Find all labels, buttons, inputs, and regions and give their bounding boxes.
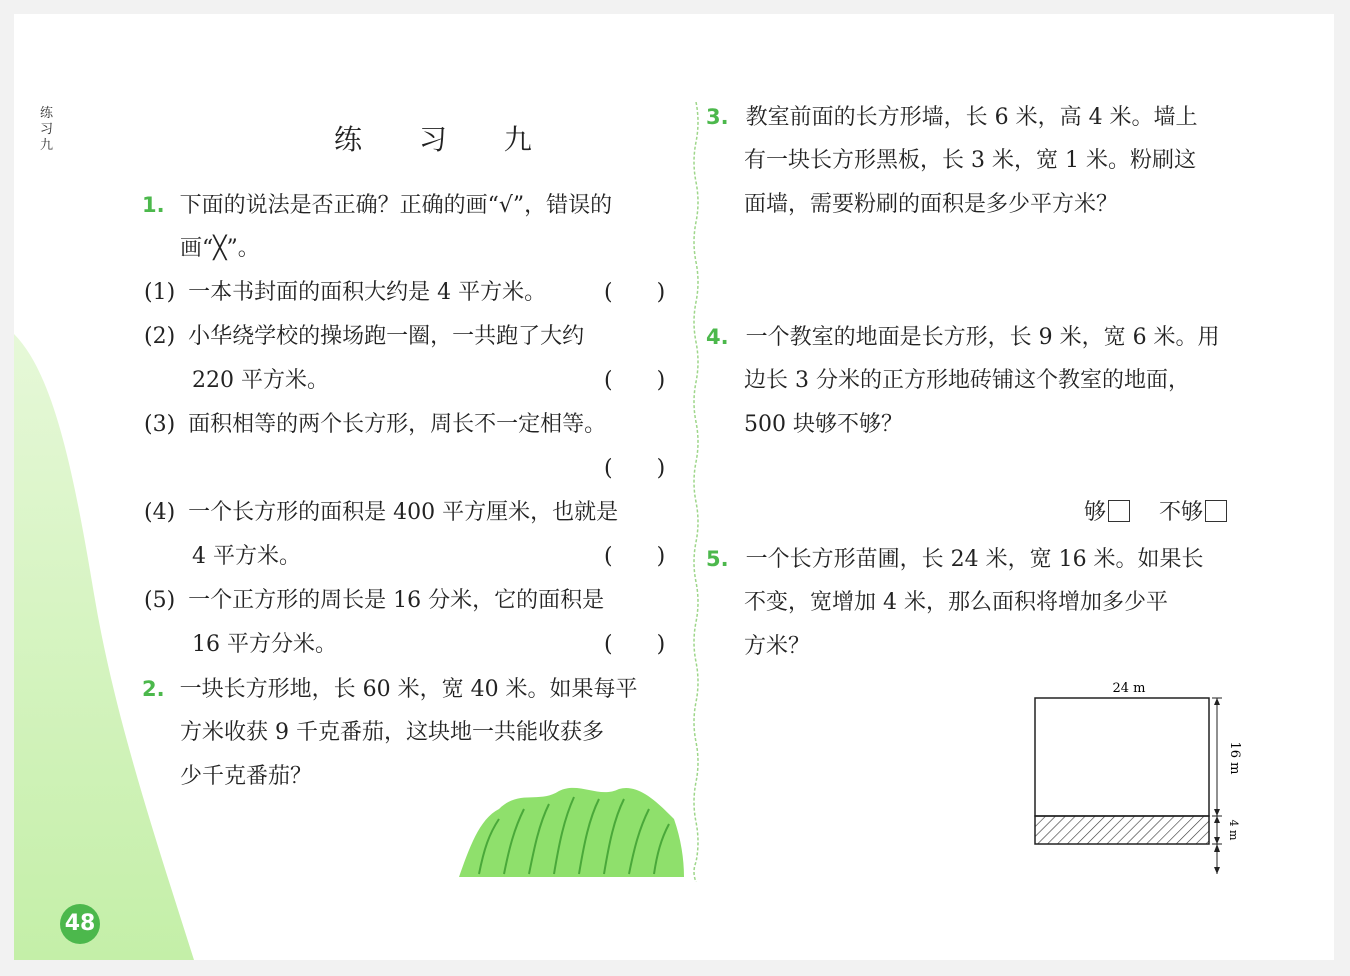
q1-item-5-text-b: 16 平方分米。 (192, 632, 337, 657)
q1-item-5-text: 一个正方形的周长是 16 分米，它的面积是 (188, 588, 605, 613)
q4-option-enough-label: 够 (1084, 500, 1107, 525)
diagram-width-label: 16 m (1227, 741, 1242, 775)
q5-number: 5. (706, 547, 729, 571)
added-area-rect (1035, 816, 1209, 844)
q2-text-3: 少千克番茄？ (180, 764, 313, 789)
q1-item-1-text: 一本书封面的面积大约是 4 平方米。 (188, 280, 547, 305)
q1-item-3-answer-blank[interactable]: ( ) (604, 456, 666, 481)
q1-item-3-no: (3) (144, 412, 176, 437)
q1-number: 1. (142, 193, 165, 217)
q1-item-2 (144, 322, 584, 352)
column-divider (690, 102, 702, 882)
q3-text-3: 面墙，需要粉刷的面积是多少平方米？ (744, 192, 1119, 217)
q4-option-not-enough-label: 不够 (1159, 500, 1204, 525)
q5-text-3: 方米？ (744, 634, 811, 659)
workbook-page (14, 14, 1334, 960)
q1-item-5-answer-blank[interactable]: ( ) (604, 632, 666, 657)
original-nursery-rect (1035, 698, 1209, 816)
q4-text-3: 500 块够不够？ (744, 412, 903, 437)
q4-option-not-enough-checkbox[interactable] (1205, 500, 1227, 522)
q2-text-1: 一块长方形地，长 60 米，宽 40 米。如果每平 (179, 677, 638, 702)
q4-number: 4. (706, 325, 729, 349)
q1-item-2-answer-blank[interactable]: ( ) (604, 368, 666, 393)
q1-text-b: 画“╳”。 (180, 236, 260, 261)
q4-option-enough-checkbox[interactable] (1108, 500, 1130, 522)
q1-item-4 (144, 498, 618, 528)
q1-item-2-text-b: 220 平方米。 (192, 368, 329, 393)
q3-line-1 (706, 102, 1198, 133)
diagram-length-label: 24 m (1112, 681, 1146, 696)
q1-item-4-text-b: 4 平方米。 (192, 544, 301, 569)
q1-item-2-no: (2) (144, 324, 176, 349)
side-section-label: 练习九 (40, 106, 54, 153)
q3-text-1: 教室前面的长方形墙，长 6 米，高 4 米。墙上 (745, 105, 1198, 130)
q1-item-5-no: (5) (144, 588, 176, 613)
q5-line-1 (706, 544, 1204, 575)
q1-text-a: 下面的说法是否正确？正确的画“√”，错误的 (179, 193, 613, 218)
q4-line-1 (706, 322, 1220, 353)
q1-item-1 (144, 278, 546, 308)
q1-stem (142, 190, 612, 221)
q4-text-2: 边长 3 分米的正方形地砖铺这个教室的地面， (744, 368, 1190, 393)
q1-item-3-text: 面积相等的两个长方形，周长不一定相等。 (188, 412, 607, 437)
q3-number: 3. (706, 105, 729, 129)
nursery-diagram (1019, 674, 1259, 894)
q1-item-1-no: (1) (144, 280, 176, 305)
q1-item-4-text: 一个长方形的面积是 400 平方厘米，也就是 (188, 500, 619, 525)
q5-text-2: 不变，宽增加 4 米，那么面积将增加多少平 (744, 590, 1168, 615)
q1-item-5 (144, 586, 604, 616)
q1-item-4-answer-blank[interactable]: ( ) (604, 544, 666, 569)
tomato-plants-illustration (459, 779, 684, 879)
q2-line-1 (142, 674, 638, 705)
page-number-badge: 48 (60, 904, 100, 944)
q5-text-1: 一个长方形苗圃，长 24 米，宽 16 米。如果长 (745, 547, 1204, 572)
q1-item-1-answer-blank[interactable]: ( ) (604, 280, 666, 305)
q3-text-2: 有一块长方形黑板，长 3 米，宽 1 米。粉刷这 (744, 148, 1196, 173)
q1-item-3 (144, 410, 606, 440)
q1-item-2-text: 小华绕学校的操场跑一圈，一共跑了大约 (188, 324, 585, 349)
q1-item-4-no: (4) (144, 500, 176, 525)
page-title: 练 习 九 (334, 123, 556, 156)
diagram-increase-label: 4 m (1227, 819, 1240, 841)
q4-options (1084, 498, 1227, 528)
q4-text-1: 一个教室的地面是长方形，长 9 米，宽 6 米。用 (745, 325, 1220, 350)
q2-number: 2. (142, 677, 165, 701)
q2-text-2: 方米收获 9 千克番茄，这块地一共能收获多 (180, 720, 604, 745)
